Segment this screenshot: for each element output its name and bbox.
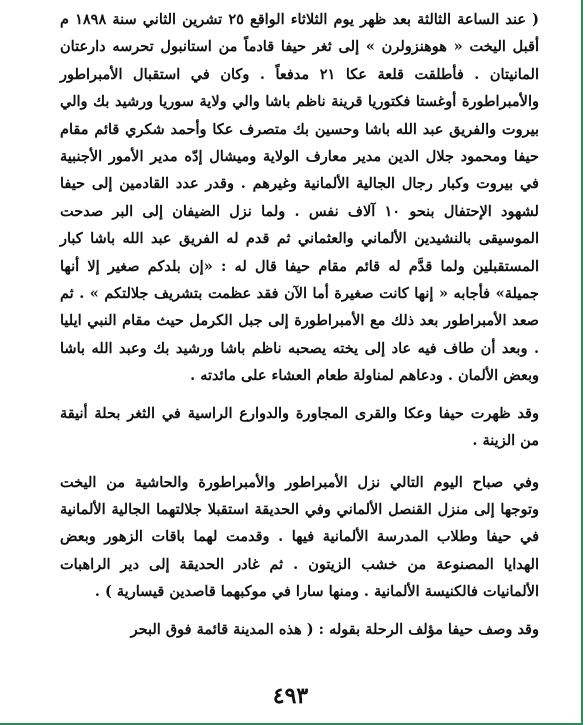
paragraph-arrival: ( عند الساعة الثالثة بعد ظهر يوم الثلاثاء الواقع ٢٥ تشرين الثاني سنة ١٨٩٨ م أقبل اليخت « هوهنزولرن » إلى ثغر حيفا قادماً من استانبول تحرسه دارعتان المانيتان . فأطلقت قلعة عكا ٢١ مدفعاً . وكان في استقبال الأمبراطور والأمبراطورة أوغستا فكتوريا قرينة ناظم باشا والي ولاية سوريا ورشيد بك والي بيروت والفريق عبد الله باشا وحسين بك متصرف عكا وأحمد شكري قائم مقام حيفا ومحمود جلال الدين مدير معارف الولاية وميشال إدّه مدير الأمور الأجنبية في بيروت وكبار رجال الجالية الألمانية وغيرهم . وقدر عدد القادمين إلى حيفا لشهود الإحتفال بنحو ١٠ آلاف نفس . ولما نزل الضيفان إلى البر صدحت الموسيقى بالنشيدين الألماني والعثماني ثم قدم له الفريق عبد الله باشا كبار المستقبلين ولما قدَّم له قائم مقام حيفا قال له : «إن بلدكم صغير إلا أنها جميلة» فأجابه « إنها كانت صغيرة أما الآن فقد عظمت بتشريف جلالتكم » . ثم صعد الأمبراطور بعد ذلك مع الأمبراطورة إلى جبل الكرمل حيث مقام النبي ايليا . وبعد أن طاف فيه عاد إلى يخته يصحبه ناظم باشا ورشيد بك وعبد الله باشا وبعض الألمان . ودعاهم لمناولة طعام العشاء على مائدته . [60,11,539,385]
page-number: ٤٩٣ [272,683,309,709]
paragraph-decorations: وقد ظهرت حيفا وعكا والقرى المجاورة والدوارع الراسية في الثغر بحلة أنيقة من الزينة . [60,404,539,450]
body-text [60,6,539,643]
paragraph-description: وقد وصف حيفا مؤلف الرحلة بقوله : ( هذه المدينة قائمة فوق البحر [130,620,539,638]
paragraph-next-day: وفي صباح اليوم التالي نزل الأمبراطور والأمبراطورة والحاشية من اليخت وتوجها إلى منزل القنصل الألماني وفي الحديقة استقبلا جلالتهما الجالية الألمانية في حيفا وطلاب المدرسة الألمانية فيها . وقدمت لهما باقات الزهور وبعض الهدايا المصنوعة من خشب الزيتون . ثم غادر الحديقة إلى دير الراهبات الألمانيات فالكنيسة الألمانية . ومنها سارا في موكبهما قاصدين قيسارية ) . [60,473,539,601]
